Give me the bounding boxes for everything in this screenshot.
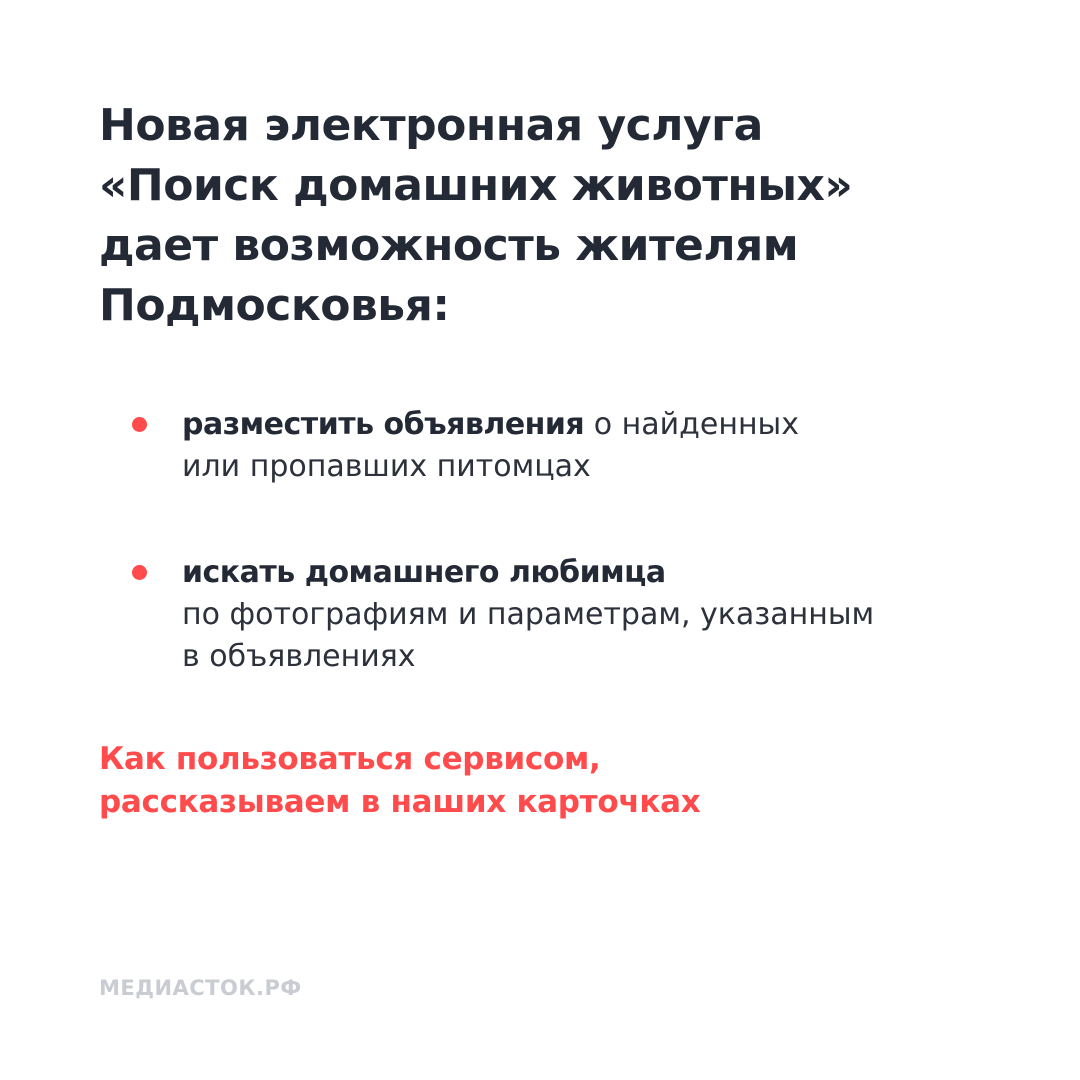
feature-item-text: или пропавших питомцах [182, 449, 591, 484]
bullet-dot-icon [132, 565, 147, 580]
headline-line: дает возможность жителям [99, 220, 799, 271]
feature-list [132, 404, 992, 678]
mediastok-logo: МЕДИАСТОК.РФ [99, 976, 302, 1000]
bullet-dot-icon [132, 417, 147, 432]
feature-item-title: разместить объявления [182, 407, 585, 442]
feature-item-post-ads [132, 404, 992, 488]
headline [99, 96, 999, 336]
call-to-action-line: рассказываем в наших карточках [99, 784, 701, 820]
call-to-action-line: Как пользоваться сервисом, [99, 741, 601, 777]
feature-item-text: в объявлениях [182, 639, 416, 674]
feature-item-search-pet [132, 552, 992, 678]
feature-item-title: искать домашнего любимца [182, 555, 666, 590]
feature-item-text: о найденных [584, 407, 799, 442]
headline-line: Подмосковья: [99, 280, 450, 331]
feature-item-text: по фотографиям и параметрам, указанным [182, 597, 875, 632]
headline-line: «Поиск домашних животных» [99, 160, 853, 211]
call-to-action [99, 738, 999, 824]
headline-line: Новая электронная услуга [99, 100, 763, 151]
